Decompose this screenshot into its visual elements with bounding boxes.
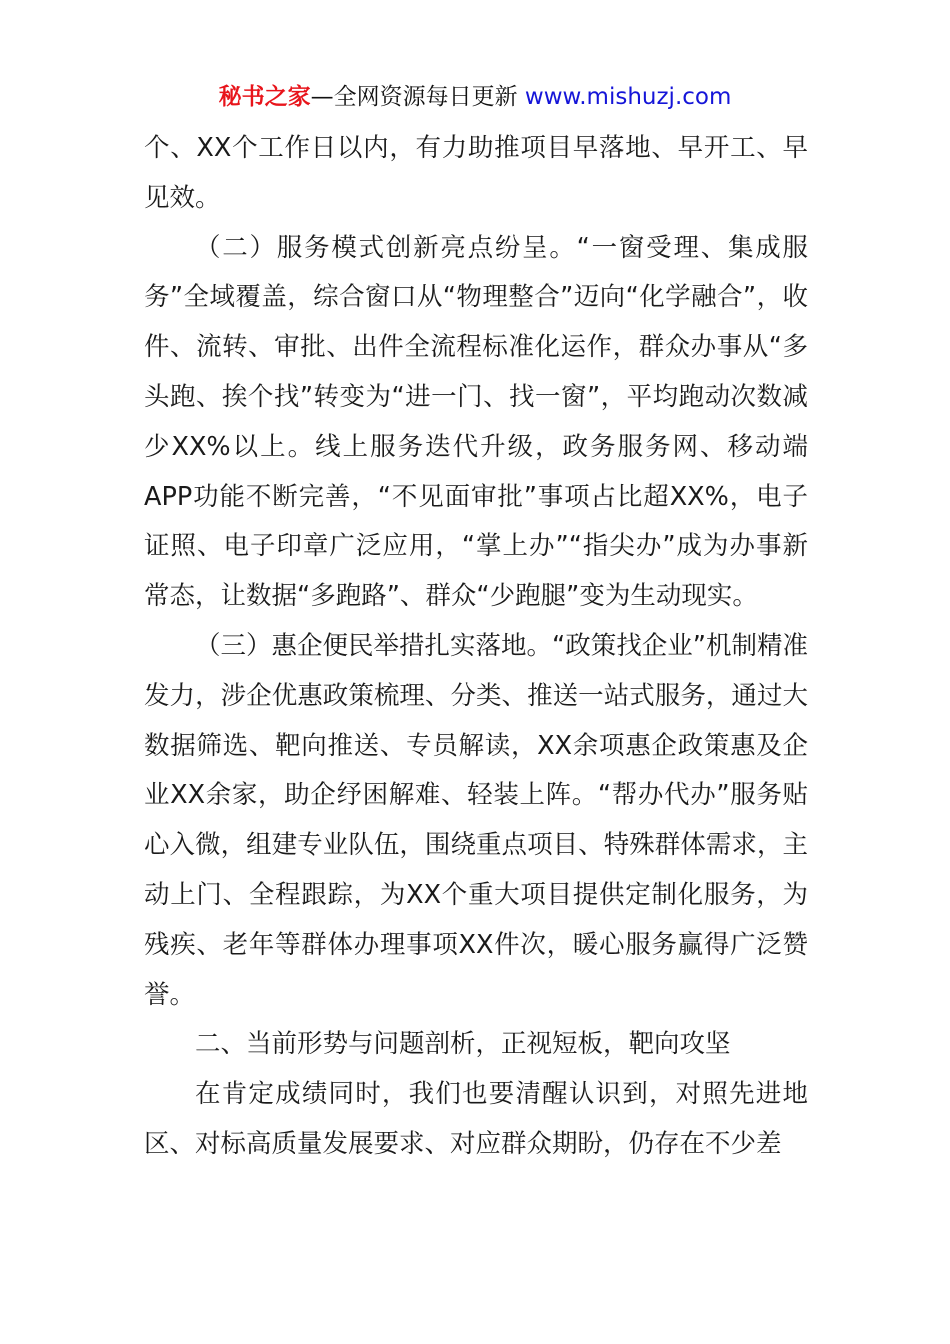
paragraph-problem-analysis: 在肯定成绩同时，我们也要清醒认识到，对照先进地区、对标高质量发展要求、对应群众期盼，仍存在不少差 [144,1079,808,1159]
paragraph-enterprise-measures: （三）惠企便民举措扎实落地。“政策找企业”机制精准发力，涉企优惠政策梳理、分类、推送一站式服务，通过大数据筛选、靶向推送、专员解读，XX余项惠企政策惠及企业XX余家，助企纾困解难、轻装上阵。“帮办代办”服务贴心入微，组建专业队伍，围绕重点项目、特殊群体需求，主动上门、全程跟踪，为XX个重大项目提供定制化服务，为残疾、老年等群体办理事项XX件次，暖心服务赢得广泛赞誉。 [144,630,808,1010]
site-url-link[interactable]: www.mishuzj.com [524,84,732,110]
paragraph-continuation: 个、XX个工作日以内，有力助推项目早落地、早开工、早见效。 [144,133,808,213]
section-heading: 二、当前形势与问题剖析，正视短板，靶向攻坚 [195,1029,731,1060]
site-header [0,82,950,112]
document-body [144,124,808,1170]
site-tagline: —全网资源每日更新 [310,84,525,110]
paragraph-service-model: （二）服务模式创新亮点纷呈。“一窗受理、集成服务”全域覆盖，综合窗口从“物理整合”迈向“化学融合”，收件、流转、审批、出件全流程标准化运作，群众办事从“多头跑、挨个找”转变为“进一门、找一窗”，平均跑动次数减少XX%以上。线上服务迭代升级，政务服务网、移动端APP功能不断完善，“不见面审批”事项占比超XX%，电子证照、电子印章广泛应用，“掌上办”“指尖办”成为办事新常态，让数据“多跑路”、群众“少跑腿”变为生动现实。 [144,232,808,612]
site-brand: 秘书之家 [218,84,311,110]
